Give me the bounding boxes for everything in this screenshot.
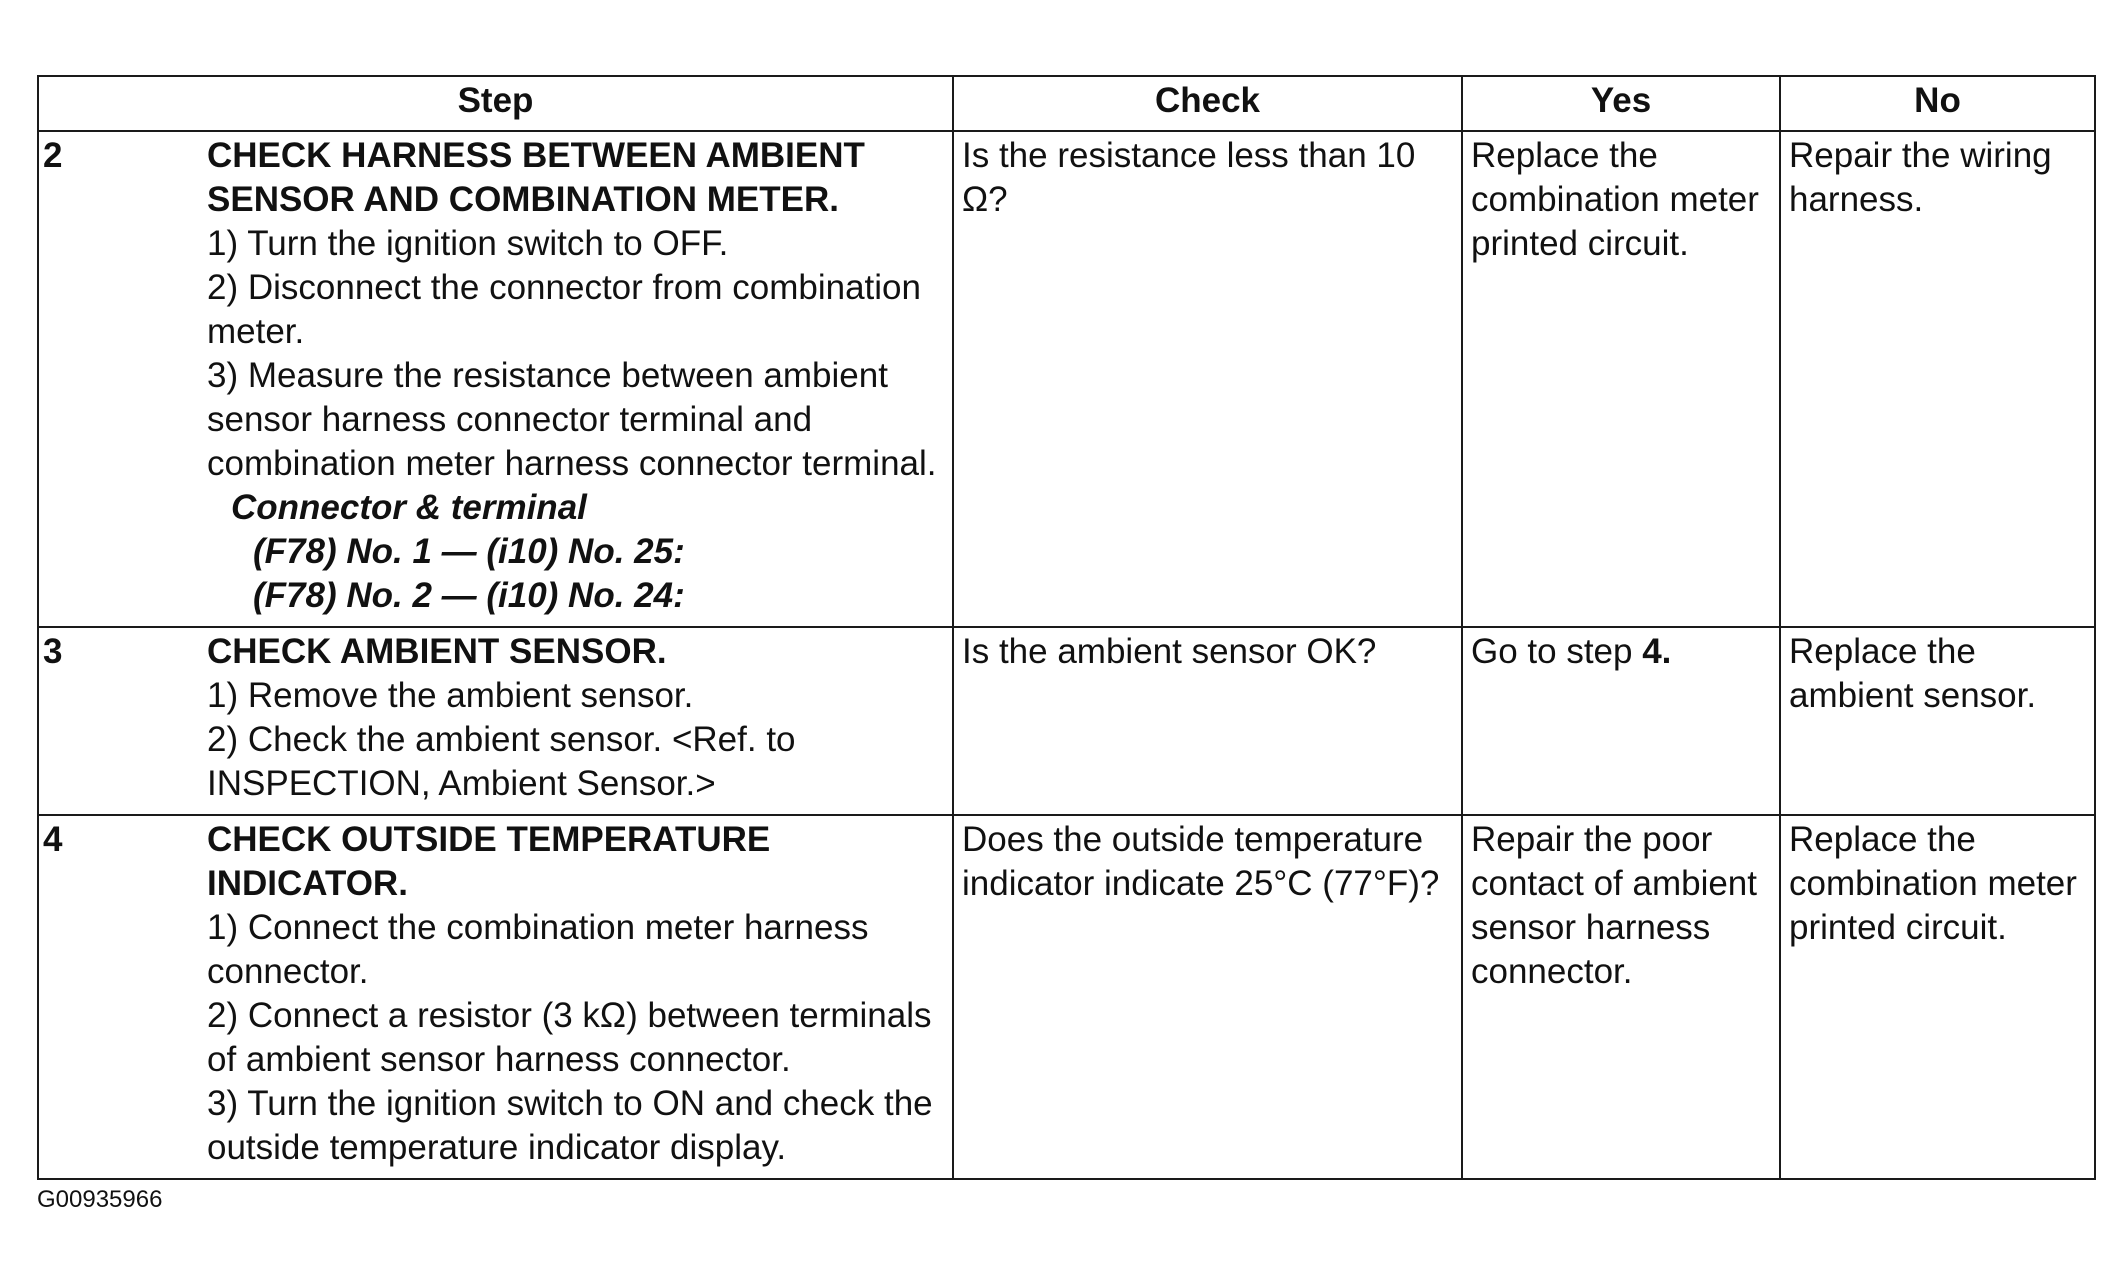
connector-terminal-line: (F78) No. 2 — (i10) No. 24:: [253, 576, 685, 615]
yes-cell: Repair the poor contact of ambient sensor harness connector.: [1462, 815, 1780, 1179]
step-title: CHECK AMBIENT SENSOR.: [207, 632, 667, 671]
no-cell: Replace the combination meter printed circuit.: [1780, 815, 2095, 1179]
yes-prefix: Go to step: [1471, 632, 1643, 671]
connector-terminal-line: (F78) No. 1 — (i10) No. 25:: [253, 532, 685, 571]
figure-code: G00935966: [37, 1186, 163, 1213]
no-cell: Replace the ambient sensor.: [1780, 627, 2095, 815]
instruction: 1) Connect the combination meter harness connector.: [207, 908, 869, 991]
instruction: 2) Check the ambient sensor. <Ref. to INSPECTION, Ambient Sensor.>: [207, 720, 796, 803]
step-title: CHECK OUTSIDE TEMPERATURE INDICATOR.: [207, 820, 771, 903]
diagnostic-table: [37, 75, 2096, 1180]
instruction: 2) Disconnect the connector from combination meter.: [207, 268, 921, 351]
diagnostic-table-container: [37, 75, 2094, 1180]
table-row: [38, 131, 2095, 627]
step-number: 2: [43, 136, 63, 175]
goto-step-link: 4.: [1642, 632, 1672, 671]
yes-cell: Replace the combination meter printed circuit.: [1462, 131, 1780, 627]
header-row: [38, 76, 2095, 131]
step-cell: [38, 627, 953, 815]
step-cell: [38, 815, 953, 1179]
instruction: 2) Connect a resistor (3 kΩ) between terminals of ambient sensor harness connector.: [207, 996, 932, 1079]
connector-heading: Connector & terminal: [231, 488, 587, 527]
instruction: 3) Turn the ignition switch to ON and check the outside temperature indicator display.: [207, 1084, 933, 1167]
table-row: [38, 627, 2095, 815]
instruction: 3) Measure the resistance between ambient sensor harness connector terminal and combination meter harness connector terminal.: [207, 356, 937, 483]
step-title: CHECK HARNESS BETWEEN AMBIENT SENSOR AND COMBINATION METER.: [207, 136, 865, 219]
step-number: 4: [43, 820, 63, 859]
check-cell: Is the ambient sensor OK?: [953, 627, 1462, 815]
instruction: 1) Remove the ambient sensor.: [207, 676, 694, 715]
header-step: Step: [38, 76, 953, 131]
step-cell: [38, 131, 953, 627]
step-number: 3: [43, 632, 63, 671]
yes-cell: [1462, 627, 1780, 815]
instruction: 1) Turn the ignition switch to OFF.: [207, 224, 729, 263]
check-cell: Does the outside temperature indicator indicate 25°C (77°F)?: [953, 815, 1462, 1179]
no-cell: Repair the wiring harness.: [1780, 131, 2095, 627]
header-no: No: [1780, 76, 2095, 131]
header-check: Check: [953, 76, 1462, 131]
check-cell: Is the resistance less than 10 Ω?: [953, 131, 1462, 627]
table-row: [38, 815, 2095, 1179]
header-yes: Yes: [1462, 76, 1780, 131]
